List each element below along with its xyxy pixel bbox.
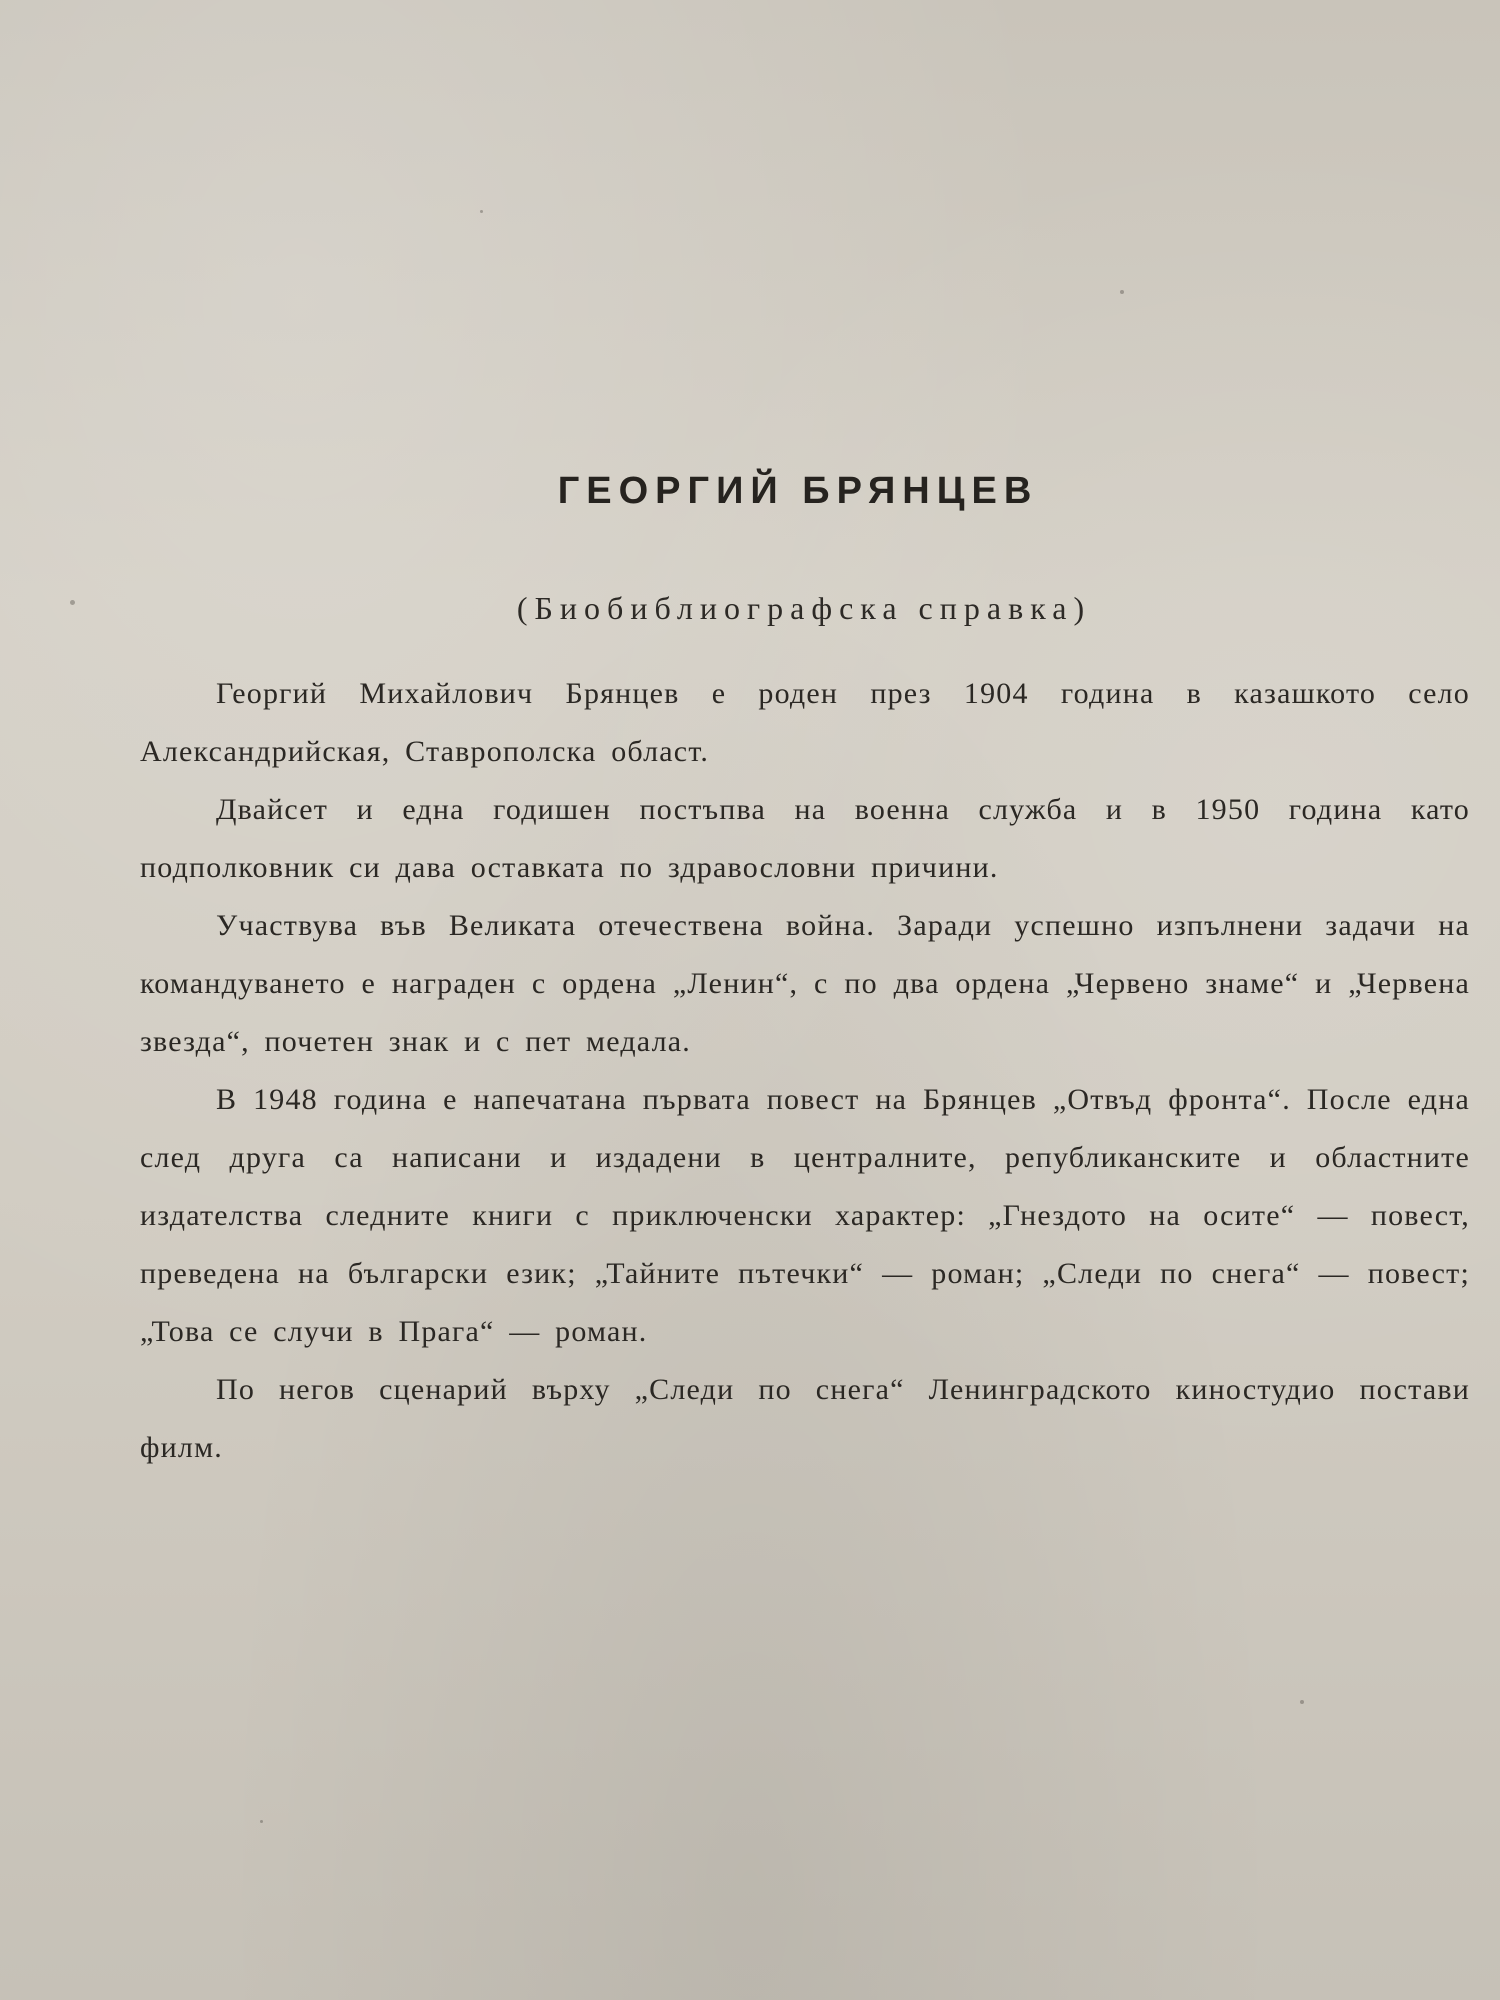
paper-speck [260,1820,263,1823]
paragraph-service: Двайсет и една годишен постъпва на военна служба и в 1950 година като подполковник си дава оставката по здравословни причини. [140,793,1470,884]
page-title: ГЕОРГИЙ БРЯНЦЕВ [557,470,1039,512]
paragraph-war: Участвува във Великата отечествена война. Заради успешно изпълнени задачи на командуването е награден с ордена „Ленин“, с по два ордена „Червено знаме“ и „Червена звезда“, почетен знак и с пет медала. [140,909,1470,1058]
paragraph-works: В 1948 година е напечатана първата повест на Брянцев „Отвъд фронта“. После една след друга са написани и издадени в централните, републиканските и областните издателства следните книги с приключенски характер: „Гнездото на осите“ — повест, преведена на български език; „Тайните пътечки“ — роман; „Следи по снега“ — повест; „Това се случи в Прага“ — роман. [140,1083,1470,1348]
paper-speck [1120,290,1124,294]
page-subtitle: (Биобиблиографска справка) [516,590,1092,626]
paper-speck [480,210,483,213]
paragraph-birth: Георгий Михайлович Брянцев е роден през 1904 година в казашкото село Александрийская, Ставрополска област. [140,677,1470,768]
body-text [140,665,1470,1477]
paper-speck [1300,1700,1304,1704]
paragraph-film: По негов сценарий върху „Следи по снега“ Ленинградското киностудио постави филм. [140,1373,1470,1464]
